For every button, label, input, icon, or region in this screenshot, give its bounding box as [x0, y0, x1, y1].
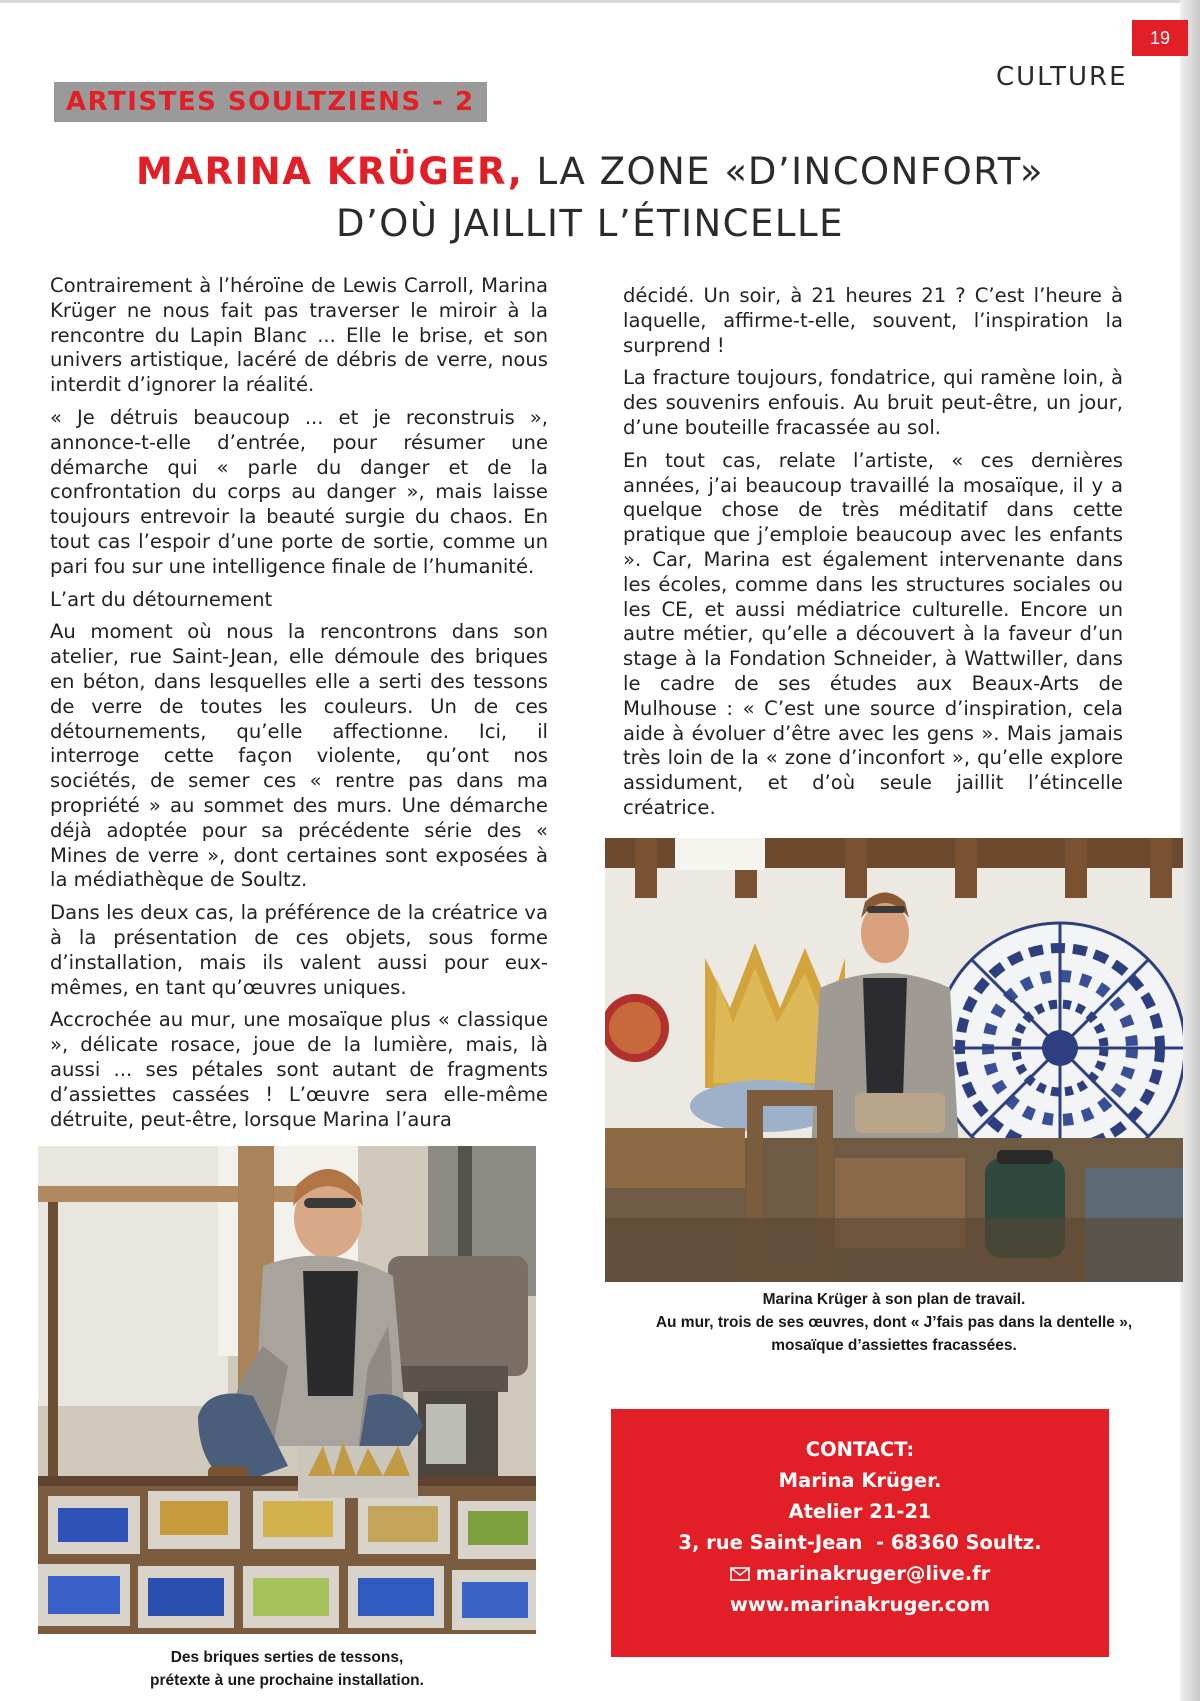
- contact-email-link[interactable]: marinakruger@live.fr: [755, 1562, 991, 1585]
- contact-atelier: Atelier 21-21: [788, 1500, 932, 1523]
- headline: [40, 146, 1140, 250]
- paragraph: Au moment où nous la rencontrons dans son atelier, rue Saint-Jean, elle démoule des briques en béton, dans lesquelles elle a serti des tessons de verre de toutes les couleurs. Un de ces détournements, qu’elle affectionne. Ici, il interroge cette façon violente, qu’ont nos sociétés, de semer ces « rentre pas dans ma propriété » au sommet des murs. Une démarche déjà adoptée pour sa précédente série des « Mines de verre », dont certaines sont exposées à la médiathèque de Soultz.: [50, 620, 548, 892]
- envelope-icon: [730, 1567, 750, 1581]
- contact-box: [611, 1409, 1109, 1657]
- top-rule: [0, 0, 1200, 3]
- paragraph: « Je détruis beaucoup ... et je reconstruis », annonce-t-elle d’entrée, pour résumer une démarche qui « parle du danger et de la confrontation du corps au danger », mais laisse toujours entrevoir la beauté surgie du chaos. En tout cas l’espoir d’une porte de sortie, comme un pari fou sur une intelligence finale de l’humanité.: [50, 405, 548, 578]
- paragraph: décidé. Un soir, à 21 heures 21 ? C’est l’heure à laquelle, affirme-t-elle, souvent, l’inspiration la surprend !: [623, 284, 1123, 357]
- article-column-right: [623, 284, 1123, 829]
- caption-line: Au mur, trois de ses œuvres, dont « J’fais pas dans la dentelle »,: [655, 1314, 1133, 1331]
- paragraph: Contrairement à l’héroïne de Lewis Carroll, Marina Krüger ne nous fait pas traverser le miroir à la rencontre du Lapin Blanc ... Elle le brise, et son univers artistique, lacéré de débris de verre, nous interdit d’ignorer la réalité.: [50, 274, 548, 397]
- caption-line: Marina Krüger à son plan de travail.: [762, 1291, 1026, 1308]
- contact-name: Marina Krüger.: [778, 1469, 942, 1492]
- paragraph: En tout cas, relate l’artiste, « ces dernières années, j’ai beaucoup travaillé la mosaïque, il y a quelque chose de très méditatif dans cette pratique que j’emploie beaucoup avec les enfants ». Car, Marina est également intervenante dans les écoles, comme dans les structures sociales ou les CE, et aussi médiatrice culturelle. Encore un autre métier, qu’elle a découvert à la faveur d’un stage à la Fondation Schneider, à Wattwiller, dans le cadre de ses études aux Beaux-Arts de Mulhouse : « C’est une source d’inspiration, cela aide à évoluer d’être avec les gens ». Mais jamais très loin de la « zone d’inconfort », qu’elle explore assidument, et d’où seule jaillit l’étincelle créatrice.: [623, 448, 1123, 819]
- caption-right: [605, 1288, 1183, 1357]
- section-label: CULTURE: [996, 62, 1128, 92]
- photo-artist-at-workbench: [605, 838, 1183, 1282]
- contact-email-row: [611, 1558, 1109, 1589]
- contact-website-link[interactable]: www.marinakruger.com: [729, 1593, 991, 1616]
- caption-line: Des briques serties de tessons,: [170, 1649, 404, 1666]
- page-edge-shadow: [1180, 0, 1200, 1701]
- article-subheading: L’art du détournement: [50, 587, 273, 611]
- rosace-mosaic: [935, 923, 1183, 1173]
- contact-address: 3, rue Saint-Jean - 68360 Soultz.: [678, 1531, 1042, 1554]
- headline-rest: LA ZONE «D’INCONFORT»: [523, 150, 1044, 193]
- caption-line: prétexte à une prochaine installation.: [150, 1672, 424, 1689]
- page-number: 19: [1132, 20, 1188, 56]
- headline-line-1: [40, 146, 1140, 198]
- paragraph: La fracture toujours, fondatrice, qui ramène loin, à des souvenirs enfouis. Au bruit peut-être, un jour, d’une bouteille fracassée au sol.: [623, 366, 1123, 439]
- photo-artist-at-workbench-graphic: [605, 838, 1183, 1282]
- photo-artist-with-bricks-graphic: [38, 1146, 536, 1634]
- series-tag: ARTISTES SOULTZIENS - 2: [54, 82, 487, 122]
- headline-name: MARINA KRÜGER,: [136, 150, 524, 193]
- caption-line: mosaïque d’assiettes fracassées.: [771, 1337, 1017, 1354]
- article-column-left: [50, 274, 548, 1140]
- paragraph: Accrochée au mur, une mosaïque plus « classique », délicate rosace, joue de la lumière, mais, là aussi ... ses pétales sont autant de fragments d’assiettes cassées ! L’œuvre sera elle-même détruite, peut-être, lorsque Marina l’aura: [50, 1008, 548, 1131]
- paragraph: Dans les deux cas, la préférence de la créatrice va à la présentation de ces objets, sous forme d’installation, mais ils valent aussi pour eux-mêmes, en tant qu’œuvres uniques.: [50, 901, 548, 999]
- photo-artist-with-bricks: [38, 1146, 536, 1634]
- contact-heading: CONTACT:: [805, 1438, 915, 1461]
- caption-left: [38, 1646, 536, 1692]
- headline-line-2: D’OÙ JAILLIT L’ÉTINCELLE: [336, 202, 844, 245]
